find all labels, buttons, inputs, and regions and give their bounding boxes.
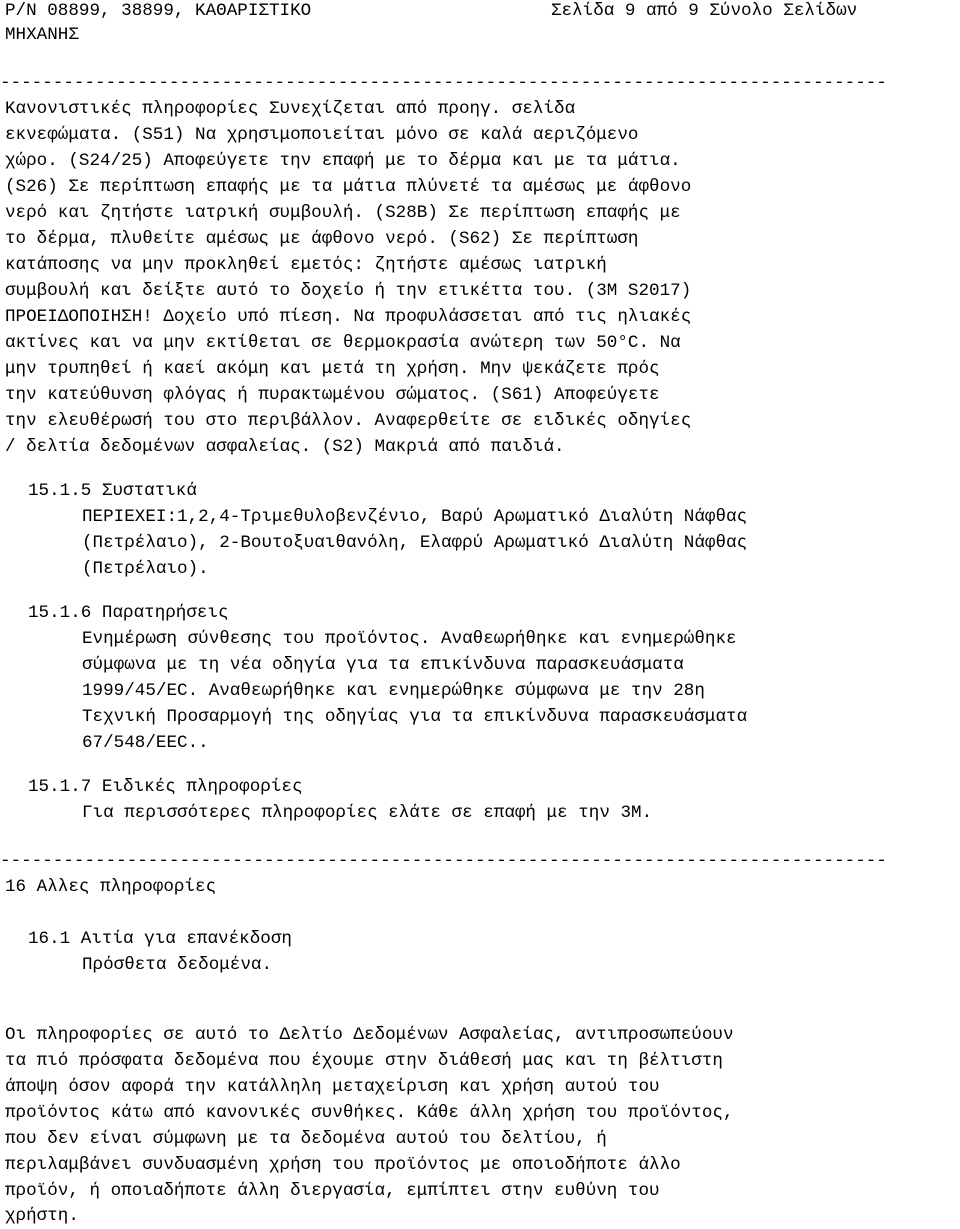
- regulatory-line: ΠΡΟΕΙΔΟΠΟΙΗΣΗ! Δοχείο υπό πίεση. Να προφυλάσσεται από τις ηλιακές: [5, 307, 692, 327]
- remarks-line: Τεχνική Προσαρμογή της οδηγίας για τα επικίνδυνα παρασκευάσματα: [82, 707, 748, 727]
- header-rule: ------------------------------------------------------------------------------------: [0, 73, 887, 93]
- regulatory-line: χώρο. (S24/25) Αποφεύγετε την επαφή με το δέρμα και με τα μάτια.: [5, 151, 681, 171]
- regulatory-line: την κατεύθυνση φλόγας ή πυρακτωμένου σώματος. (S61) Αποφεύγετε: [5, 385, 660, 405]
- special-info-line: Για περισσότερες πληροφορίες ελάτε σε επαφή με την 3M.: [82, 803, 653, 823]
- section-heading-remarks: 15.1.6 Παρατηρήσεις: [28, 603, 229, 623]
- disclaimer-line: χρήστη.: [5, 1206, 79, 1226]
- header-product-name: ΜΗΧΑΝΗΣ: [5, 25, 79, 45]
- section-heading-ingredients: 15.1.5 Συστατικά: [28, 481, 197, 501]
- remarks-line: σύμφωνα με τη νέα οδηγία για τα επικίνδυνα παρασκευάσματα: [82, 655, 684, 675]
- remarks-line: 1999/45/EC. Αναθεωρήθηκε και ενημερώθηκε σύμφωνα με την 28η: [82, 681, 705, 701]
- disclaimer-line: περιλαμβάνει συνδυασμένη χρήση του προϊόντος με οποιοδήποτε άλλο: [5, 1155, 681, 1175]
- regulatory-line: Κανονιστικές πληροφορίες Συνεχίζεται από προηγ. σελίδα: [5, 99, 576, 119]
- disclaimer-line: προϊόν, ή οποιαδήποτε άλλη διεργασία, εμπίπτει στην ευθύνη του: [5, 1181, 660, 1201]
- ingredients-line: ΠΕΡΙΕΧΕΙ:1,2,4-Τριμεθυλοβενζένιο, Βαρύ Αρωματικό Διαλύτη Νάφθας: [82, 507, 748, 527]
- ingredients-line: (Πετρέλαιο), 2-Βουτοξυαιθανόλη, Ελαφρύ Αρωματικό Διαλύτη Νάφθας: [82, 533, 748, 553]
- reissue-reason-text: Πρόσθετα δεδομένα.: [82, 955, 273, 975]
- regulatory-line: το δέρμα, πλυθείτε αμέσως με άφθονο νερό. (S62) Σε περίπτωση: [5, 229, 639, 249]
- regulatory-line: εκνεφώματα. (S51) Να χρησιμοποιείται μόνο σε καλά αεριζόμενο: [5, 125, 639, 145]
- regulatory-line: νερό και ζητήστε ιατρική συμβουλή. (S28B) Σε περίπτωση επαφής με: [5, 203, 681, 223]
- disclaimer-line: άποψη όσον αφορά την κατάλληλη μεταχείριση και χρήση αυτού του: [5, 1077, 660, 1097]
- section-heading-other-info: 16 Αλλες πληροφορίες: [5, 877, 217, 897]
- regulatory-line: (S26) Σε περίπτωση επαφής με τα μάτια πλύνετέ τα αμέσως με άφθονο: [5, 177, 692, 197]
- regulatory-line: κατάποσης να μην προκληθεί εμετός: ζητήστε αμέσως ιατρική: [5, 255, 607, 275]
- regulatory-line: ακτίνες και να μην εκτίθεται σε θερμοκρασία ανώτερη των 50°C. Να: [5, 333, 681, 353]
- ingredients-line: (Πετρέλαιο).: [82, 559, 209, 579]
- section-heading-special-info: 15.1.7 Ειδικές πληροφορίες: [28, 777, 303, 797]
- remarks-line: Ενημέρωση σύνθεσης του προϊόντος. Αναθεωρήθηκε και ενημερώθηκε: [82, 629, 737, 649]
- header-product-code: P/N 08899, 38899, ΚΑΘΑΡΙΣΤΙΚΟ: [5, 1, 312, 21]
- regulatory-line: την ελευθέρωσή του στο περιβάλλον. Αναφερθείτε σε ειδικές οδηγίες: [5, 411, 692, 431]
- section-rule: ------------------------------------------------------------------------------------: [0, 851, 887, 871]
- header-page-number: Σελίδα 9 από 9 Σύνολο Σελίδων: [551, 1, 858, 21]
- disclaimer-line: τα πιό πρόσφατα δεδομένα που έχουμε στην διάθεσή μας και τη βέλτιστη: [5, 1051, 723, 1071]
- disclaimer-line: που δεν είναι σύμφωνη με τα δεδομένα αυτού του δελτίου, ή: [5, 1129, 607, 1149]
- regulatory-line: μην τρυπηθεί ή καεί ακόμη και μετά τη χρήση. Μην ψεκάζετε πρός: [5, 359, 660, 379]
- section-heading-reissue-reason: 16.1 Αιτία για επανέκδοση: [28, 929, 292, 949]
- disclaimer-line: προϊόντος κάτω από κανονικές συνθήκες. Κάθε άλλη χρήση του προϊόντος,: [5, 1103, 734, 1123]
- remarks-line: 67/548/EEC..: [82, 733, 209, 753]
- disclaimer-line: Οι πληροφορίες σε αυτό το Δελτίο Δεδομένων Ασφαλείας, αντιπροσωπεύουν: [5, 1025, 734, 1045]
- regulatory-line: συμβουλή και δείξτε αυτό το δοχείο ή την ετικέττα του. (3M S2017): [5, 281, 692, 301]
- regulatory-line: / δελτία δεδομένων ασφαλείας. (S2) Μακριά από παιδιά.: [5, 437, 565, 457]
